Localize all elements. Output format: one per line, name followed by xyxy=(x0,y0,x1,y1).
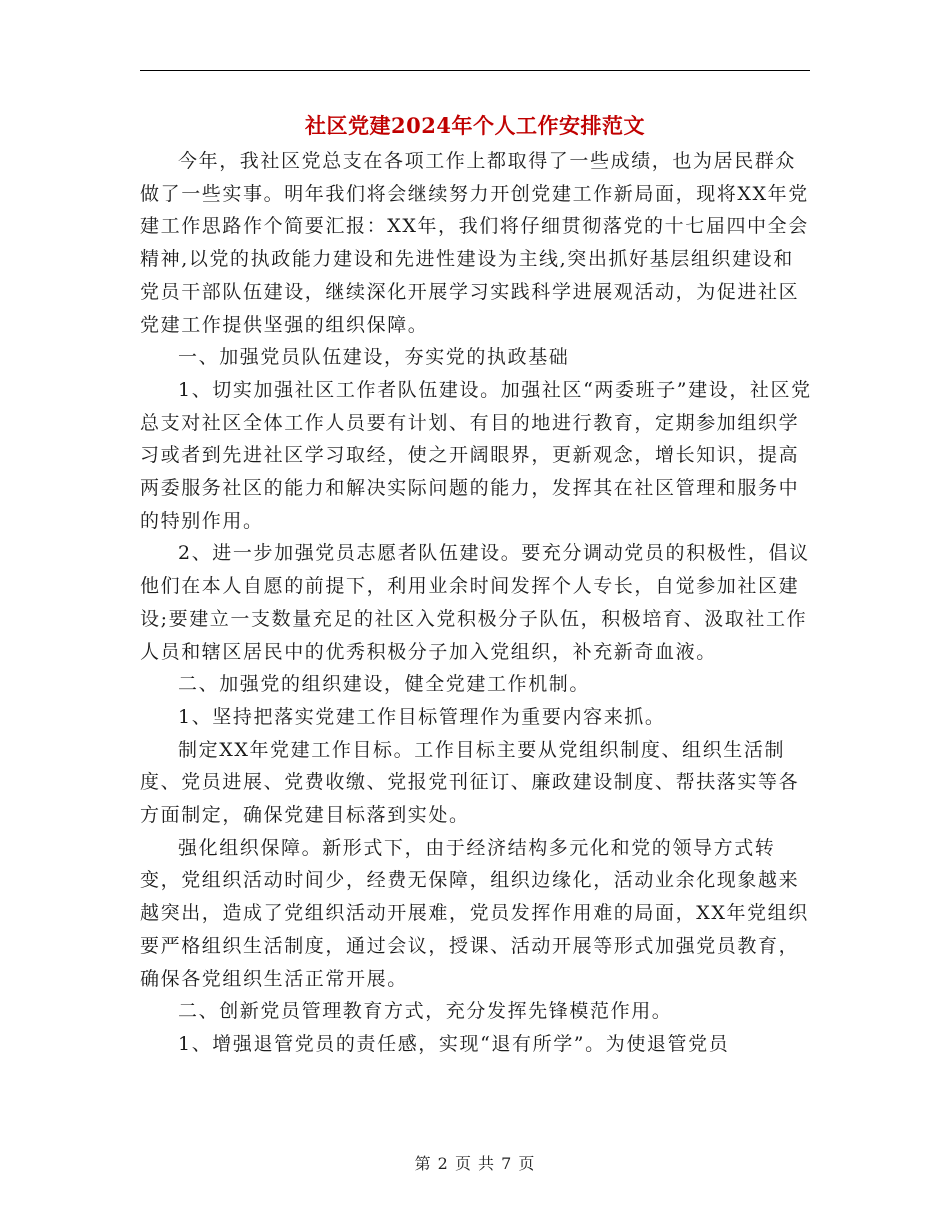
header-rule xyxy=(140,70,810,71)
paragraph-1-2: 2、进一步加强党员志愿者队伍建设。要充分调动党员的积极性，倡议他们在本人自愿的前提下，利用业余时间发挥个人专长，自觉参加社区建设;要建立一支数量充足的社区入党积极分子队伍，积极培育、汲取社工作人员和辖区居民中的优秀积极分子加入党组织，补充新奇血液。 xyxy=(140,542,810,663)
paragraph-1-1: 1、切实加强社区工作者队伍建设。加强社区“两委班子”建设，社区党总支对社区全体工作人员要有计划、有目的地进行教育，定期参加组织学习或者到先进社区学习取经，使之开阔眼界，更新观念，增长知识，提高两委服务社区的能力和解决实际问题的能力，发挥其在社区管理和服务中的特别作用。 xyxy=(140,378,812,532)
paragraph-intro: 今年，我社区党总支在各项工作上都取得了一些成绩，也为居民群众做了一些实事。明年我们将会继续努力开创党建工作新局面，现将XX年党建工作思路作个简要汇报：XX年，我们将仔细贯彻落党的十七届四中全会精神,以党的执政能力建设和先进性建设为主线,突出抓好基层组织建设和党员干部队伍建设，继续深化开展学习实践科学进展观活动，为促进社区党建工作提供坚强的组织保障。 xyxy=(140,150,809,336)
document-body xyxy=(140,145,812,1061)
section-heading-3: 二、创新党员管理教育方式，充分发挥先锋模范作用。 xyxy=(178,1000,673,1023)
paragraph-2-guarantee: 强化组织保障。新形式下，由于经济结构多元化和党的领导方式转变，党组织活动时间少，经费无保障，组织边缘化，活动业余化现象越来越突出，造成了党组织活动开展难，党员发挥作用难的局面，XX年党组织要严格组织生活制度，通过会议，授课、活动开展等形式加强党员教育，确保各党组织生活正常开展。 xyxy=(140,836,809,990)
section-heading-1: 一、加强党员队伍建设，夯实党的执政基础 xyxy=(178,346,570,369)
document-title: 社区党建2024年个人工作安排范文 xyxy=(305,113,645,138)
paragraph-3-1: 1、增强退管党员的责任感，实现“退有所学”。为使退管党员 xyxy=(178,1032,730,1055)
page-footer: 第 2 页 共 7 页 xyxy=(414,1154,536,1173)
section-heading-2: 二、加强党的组织建设，健全党建工作机制。 xyxy=(178,673,591,696)
paragraph-2-goals: 制定XX年党建工作目标。工作目标主要从党组织制度、组织生活制度、党员进展、党费收缴、党报党刊征订、廉政建设制度、帮扶落实等各方面制定，确保党建目标落到实处。 xyxy=(140,738,800,827)
paragraph-2-1: 1、坚持把落实党建工作目标管理作为重要内容来抓。 xyxy=(178,705,666,728)
